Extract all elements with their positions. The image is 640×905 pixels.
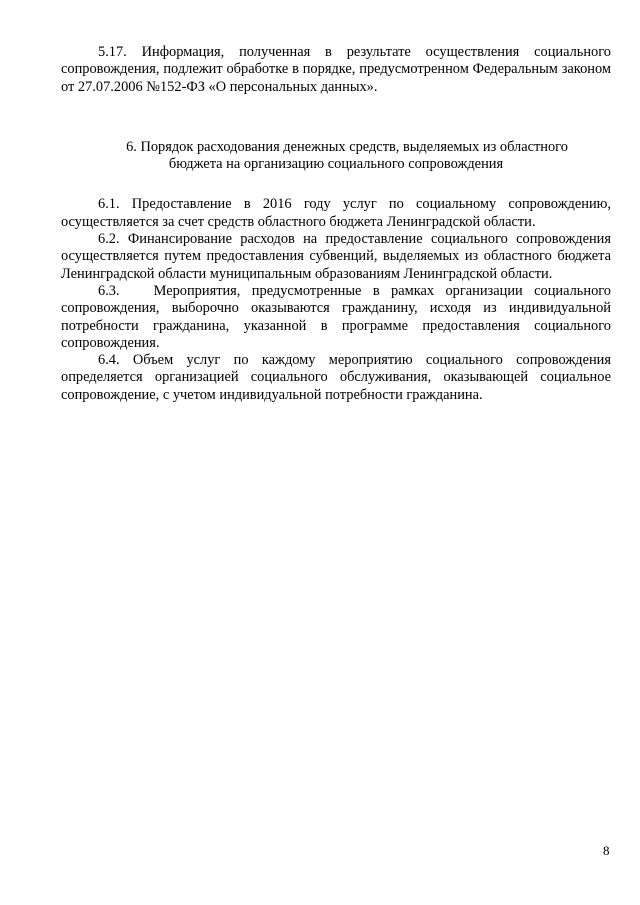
paragraph-6-2: 6.2. Финансирование расходов на предоставление социального сопровождения осуществляется путем предоставления субвенций, выделяемых из областного бюджета Ленинградской области муниципальным образованиям Ленинградской области. [61, 231, 611, 282]
paragraph-6-3 [61, 283, 611, 352]
section-6-heading-line-1: 6. Порядок расходования денежных средств, выделяемых из областного [126, 138, 568, 155]
page-number: 8 [603, 843, 610, 858]
paragraph-6-3-text: Мероприятия, предусмотренные в рамках организации социального сопровождения, выборочно оказываются гражданину, исходя из индивидуальной потребности гражданина, указанной в программе предоставления социального сопровождения. [61, 282, 611, 351]
section-6-heading [61, 139, 611, 174]
document-body [61, 44, 611, 404]
paragraph-5-17: 5.17. Информация, полученная в результате осуществления социального сопровождения, подлежит обработке в порядке, предусмотренном Федеральным законом от 27.07.2006 №152-ФЗ «О персональных данных». [61, 44, 611, 95]
paragraph-6-4: 6.4. Объем услуг по каждому мероприятию социального сопровождения определяется организацией социального обслуживания, оказывающей социальное сопровождение, с учетом индивидуальной потребности гражданина. [61, 352, 611, 403]
section-6-heading-line-2: бюджета на организацию социального сопровождения [168, 156, 504, 173]
section-6-body [61, 196, 611, 404]
paragraph-6-1: 6.1. Предоставление в 2016 году услуг по социальному сопровождению, осуществляется за счет средств областного бюджета Ленинградской области. [61, 196, 611, 230]
paragraph-6-3-number: 6.3. [98, 282, 120, 299]
